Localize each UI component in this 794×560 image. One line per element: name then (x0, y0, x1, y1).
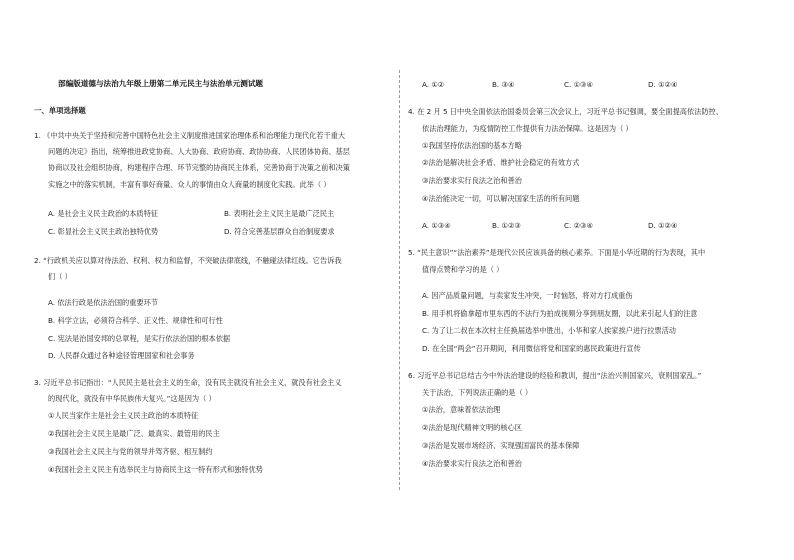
question-text-line: 实施之中的落实机制，丰富有事好商量、众人的事情由众人商量的制度化实践。此举（ ） (48, 180, 331, 189)
option-d[interactable]: D. ①②④ (648, 80, 678, 89)
question-text-line: 1. 《中共中央关于坚持和完善中国特色社会主义制度推进国家治理体系和治理能力现代化若干重大 (34, 131, 346, 140)
question-text-line: 4. 在 2 月 5 日中央全面依法治国委员会第三次会议上，习近平总书记强调，要全面提高依法防控、 (408, 107, 723, 116)
option-b[interactable]: B. 科学立法，必须符合科学、正义性、规律性和可行性 (48, 316, 223, 325)
option-c[interactable]: C. ②③④ (564, 221, 593, 230)
statement-item: ④法治要求实行良法之治和善治 (422, 459, 522, 468)
option-c[interactable]: C. 为了让二叔在本次村主任换届选举中胜出，小华和家人挨家挨户进行拉票活动 (422, 326, 676, 335)
question-text-line: 6. 习近平总书记总结古今中外法治建设的经验和教训，提出“法治兴则国家兴，衰则国家乱。” (408, 371, 702, 380)
option-c[interactable]: C. ①③④ (564, 80, 593, 89)
question-text-line: 问题的决定》指出，统筹推进政党协商、人大协商、政府协商、政协协商、人民团体协商、基层 (48, 147, 350, 156)
option-a[interactable]: A. 依法行政是依法治国的重要环节 (48, 298, 158, 307)
option-d[interactable]: D. ①②④ (648, 221, 678, 230)
option-d[interactable]: D. 在全国“两会”召开期间，利用微信将党和国家的惠民政策进行宣传 (422, 344, 641, 353)
section-heading: 一、单项选择题 (34, 106, 86, 115)
statement-item: ③法治要求实行良法之治和善治 (422, 176, 522, 185)
statement-item: ②法治是现代精神文明的核心区 (422, 423, 522, 432)
statement-item: ①我国坚持依法治国的基本方略 (422, 141, 522, 150)
column-divider (399, 70, 400, 490)
question-text-line: 的现代化，就没有中华民族伟大复兴。”这是因为（ ） (48, 394, 216, 403)
statement-item: ④我国社会主义民主有选举民主与协商民主这一特有形式和独特优势 (48, 465, 263, 474)
question-text-line: 协商以及社会组织协商，构建程序合理、环节完整的协商民主体系，完善协商于决策之前和决策 (48, 163, 350, 172)
statement-item: ②法治是解决社会矛盾、维护社会稳定的有效方式 (422, 158, 580, 167)
question-text-line: 2. “行政机关应以算对待法治、权利、权力和监督，不突破法律底线，不触碰法律红线。它告诉我 (34, 256, 342, 265)
option-d[interactable]: D. 人民群众通过各种途径管理国家和社会事务 (48, 351, 195, 360)
question-text-line: 值得点赞和学习的是（ ） (422, 265, 504, 274)
statement-item: ③我国社会主义民主与党的领导并驾齐驱、相互制约 (48, 447, 213, 456)
question-text-line: 关于法治，下列说法正确的是（ ） (422, 388, 533, 397)
option-a[interactable]: A. ①② (422, 80, 445, 89)
option-a[interactable]: A. 是社会主义民主政治的本质特征 (48, 209, 158, 218)
question-text-line: 依法治理能力，为疫情防控工作提供有力法治保障。这是因为（ ） (422, 124, 633, 133)
option-b[interactable]: B. ③④ (492, 80, 515, 89)
statement-item: ①人民当家作主是社会主义民主政治的本质特征 (48, 411, 199, 420)
option-b[interactable]: B. 用手机将偷拿超市里东西的不法行为拍成视频分享到朋友圈，以此来引起人们的注意 (422, 309, 698, 318)
statement-item: ①法治，意味着依法治理 (422, 405, 501, 414)
statement-item: ④法治能决定一切，可以解决国家生活的所有问题 (422, 194, 580, 203)
question-text-line: 3. 习近平总书记指出：“人民民主是社会主义的生命，没有民主就没有社会主义，就没有社会主义 (34, 378, 342, 387)
option-a[interactable]: A. 因产品质量问题，与卖家发生冲突，一时恼怒，将对方打成重伤 (422, 291, 633, 300)
option-b[interactable]: B. 表明社会主义民主是最广泛民主 (224, 209, 335, 218)
statement-item: ②我国社会主义民主是最广泛、最真实、最管用的民主 (48, 429, 220, 438)
statement-item: ③法治是发展市场经济、实现强国富民的基本保障 (422, 441, 580, 450)
option-b[interactable]: B. ①②③ (492, 221, 521, 230)
option-c[interactable]: C. 彰显社会主义民主政治独特优势 (48, 227, 159, 236)
document-title: 部编版道德与法治九年级上册第二单元民主与法治单元测试题 (58, 79, 264, 88)
option-c[interactable]: C. 宪法是治国安邦的总章程，是实行依法治国的根本依据 (48, 334, 231, 343)
question-text-line: 5. “民主意识”“法治素养”是现代公民应该具备的核心素养。下面是小华近期的行为表现，其中 (408, 248, 706, 257)
option-d[interactable]: D. 符合完善基层群众自治制度要求 (224, 227, 335, 236)
question-text-line: 们（ ） (48, 272, 72, 281)
option-a[interactable]: A. ①③④ (422, 221, 451, 230)
